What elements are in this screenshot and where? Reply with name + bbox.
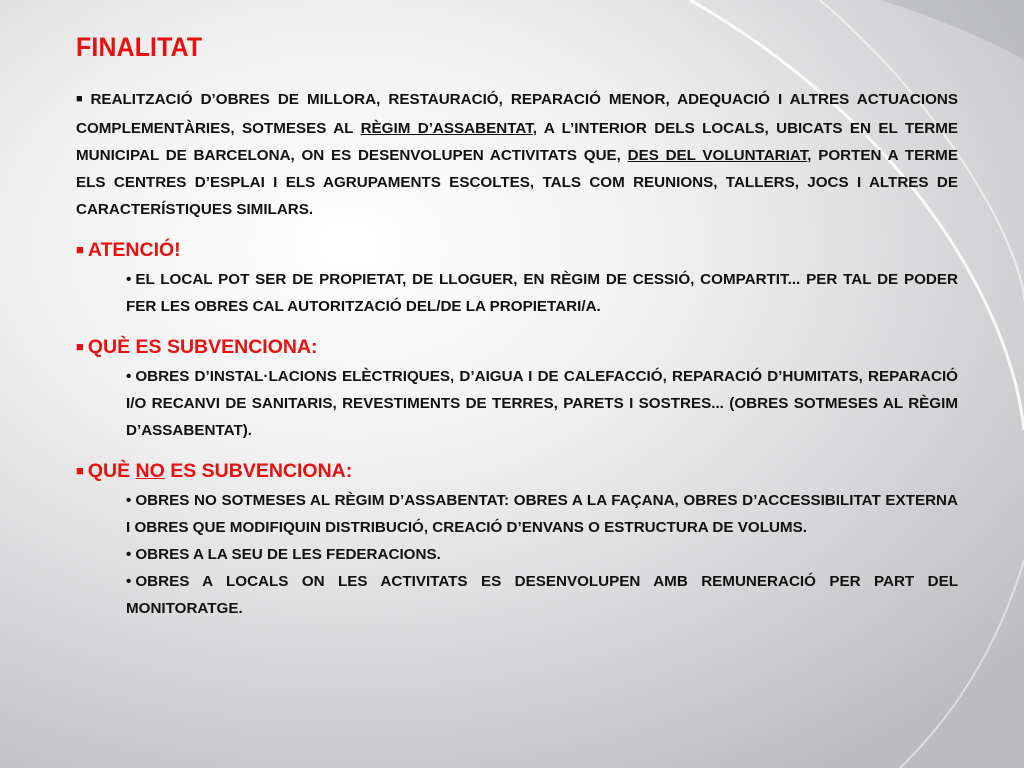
heading-no-emphasis: NO bbox=[135, 460, 165, 482]
round-bullet-icon: • bbox=[126, 271, 132, 288]
square-bullet-icon: ■ bbox=[76, 463, 84, 478]
round-bullet-icon: • bbox=[126, 368, 132, 385]
heading-attention: ■ ATENCIÓ! bbox=[76, 239, 181, 261]
attention-item: • EL LOCAL POT SER DE PROPIETAT, DE LLOGUER, EN RÈGIM DE CESSIÓ, COMPARTIT... PER TAL DE PODER FER LES OBRES CAL AUTORITZACIÓ DEL/DE LA PROPIETARI/A. bbox=[126, 271, 958, 315]
round-bullet-icon: • bbox=[126, 573, 132, 590]
square-bullet-icon: ■ bbox=[76, 339, 84, 354]
heading-not-subsidised: ■ QUÈ NO ES SUBVENCIONA: bbox=[76, 460, 353, 482]
not-subsidised-item: • OBRES A LA SEU DE LES FEDERACIONS. bbox=[126, 546, 441, 563]
round-bullet-icon: • bbox=[126, 546, 132, 563]
heading-subsidised: ■ QUÈ ES SUBVENCIONA: bbox=[76, 336, 318, 358]
intro-text-2: , A L’INTERIOR DELS LOCALS, UBICATS EN EL TERME MUNICIPAL DE BARCELONA, ON ES DESENVOLUPEN ACTIVITATS QUE, bbox=[76, 120, 959, 164]
intro-paragraph bbox=[76, 86, 958, 223]
not-subsidised-item: • OBRES NO SOTMESES AL RÈGIM D’ASSABENTAT: OBRES A LA FAÇANA, OBRES D’ACCESSIBILITAT EXTERNA I OBRES QUE MODIFIQUIN DISTRIBUCIÓ, CREACIÓ D’ENVANS O ESTRUCTURA DE VOLUMS. bbox=[126, 492, 958, 536]
intro-underlined-voluntariat: DES DEL VOLUNTARIAT bbox=[627, 147, 808, 164]
square-bullet-icon: ■ bbox=[76, 242, 84, 257]
intro-text-1: REALITZACIÓ D’OBRES DE MILLORA, RESTAURACIÓ, REPARACIÓ MENOR, ADEQUACIÓ I ALTRES ACTUACIONS COMPLEMENTÀRIES, SOTMESES AL bbox=[76, 91, 958, 137]
round-bullet-icon: • bbox=[126, 492, 132, 509]
subsidised-item: • OBRES D’INSTAL·LACIONS ELÈCTRIQUES, D’AIGUA I DE CALEFACCIÓ, REPARACIÓ D’HUMITATS, REPARACIÓ I/O RECANVI DE SANITARIS, REVESTIMENTS DE TERRES, PARETS I SOSTRES... (OBRES SOTMESES AL RÈGIM D’ASSABENTAT). bbox=[126, 368, 958, 439]
intro-text-3: , PORTEN A TERME ELS CENTRES D’ESPLAI I ELS AGRUPAMENTS ESCOLTES, TALS COM REUNIONS, TALLERS, JOCS I ALTRES DE CARACTERÍSTIQUES SIMILARS. bbox=[76, 147, 958, 218]
slide-title: FINALITAT bbox=[76, 32, 203, 62]
not-subsidised-item: • OBRES A LOCALS ON LES ACTIVITATS ES DESENVOLUPEN AMB REMUNERACIÓ PER PART DEL MONITORATGE. bbox=[126, 573, 958, 617]
square-bullet-icon: ■ bbox=[76, 93, 87, 105]
slide-content bbox=[76, 30, 958, 622]
intro-underlined-regim: RÈGIM D’ASSABENTAT bbox=[360, 120, 533, 137]
